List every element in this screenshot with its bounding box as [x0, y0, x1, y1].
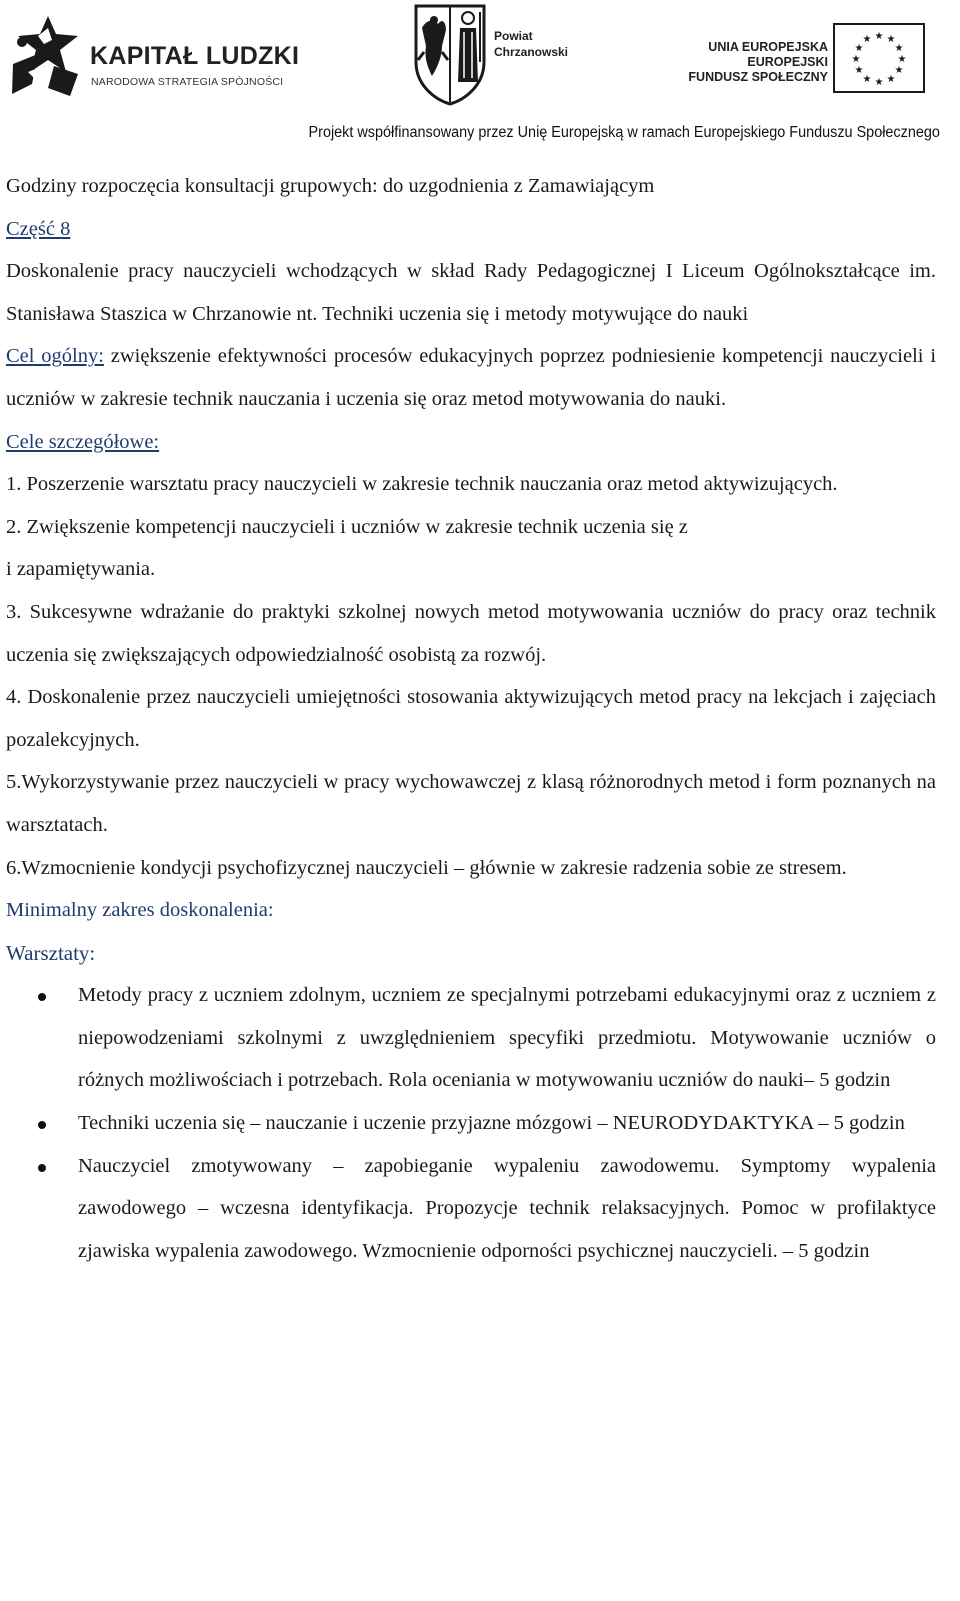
general-goal [6, 335, 936, 420]
goal-item: 6.Wzmocnienie kondycji psychofizycznej nauczycieli – głównie w zakresie radzenia sobie ze stresem. [6, 856, 847, 879]
goal-item: 1. Poszerzenie warsztatu pracy nauczycieli w zakresie technik nauczania oraz metod aktywizujących. [6, 473, 838, 496]
workshop-item [6, 1102, 936, 1145]
svg-text:★: ★ [854, 43, 864, 54]
eu-line-union: UNIA EUROPEJSKA [708, 40, 828, 54]
workshop-item-text: Techniki uczenia się – nauczanie i uczenie przyjazne mózgowi – NEURODYDAKTYKA – 5 godzin [78, 1112, 905, 1135]
kapital-ludzki-subtitle: NARODOWA STRATEGIA SPÓJNOŚCI [91, 76, 284, 88]
powiat-label: Powiat [494, 29, 533, 43]
bullet-icon [38, 1121, 46, 1129]
detailed-goals-heading: Cele szczegółowe: [6, 430, 160, 453]
workshops-heading: Warsztaty: [6, 940, 96, 965]
eu-line-fund: FUNDUSZ SPOŁECZNY [688, 70, 828, 84]
cofinancing-line: Projekt współfinansowany przez Unię Europejską w ramach Europejskiego Funduszu Społecznego [308, 124, 940, 141]
general-goal-text: zwiększenie efektywności procesów edukacyjnych poprzez podniesienie kompetencji nauczycieli i uczniów w zakresie technik nauczania i uczenia się oraz metod motywowania do nauki. [6, 345, 937, 410]
document-body [6, 165, 936, 1272]
document-header [0, 0, 960, 150]
eu-logo [668, 20, 928, 100]
powiat-chrzanowski-logo [412, 2, 572, 106]
goal-item: 4. Doskonalenie przez nauczycieli umiejętności stosowania aktywizujących metod pracy na lekcjach i zajęciach pozalekcyjnych. [6, 686, 936, 751]
goal-item-2 [6, 506, 936, 591]
hours-line: Godziny rozpoczęcia konsultacji grupowych: do uzgodnienia z Zamawiającym [6, 175, 655, 197]
workshop-item-text: Nauczyciel zmotywowany – zapobieganie wypaleniu zawodowemu. Symptomy wypalenia zawodowego – wczesna identyfikacja. Propozycje technik relaksacyjnych. Pomoc w profilaktyce zjawiska wypalenia zawodowego. Wzmocnienie odporności psychicznej nauczycieli. – 5 godzin [78, 1154, 936, 1262]
goal-2-line2: i zapamiętywania. [6, 558, 156, 581]
workshop-item [6, 974, 936, 1102]
powiat-crest-icon [412, 2, 488, 106]
min-scope-label: Minimalny zakres doskonalenia: [6, 899, 274, 922]
svg-text:★: ★ [854, 65, 864, 76]
goal-2-line1: 2. Zwiększenie kompetencji nauczycieli i uczniów w zakresie technik uczenia się z [6, 515, 688, 538]
eu-flag-icon [828, 20, 928, 96]
svg-text:★: ★ [874, 77, 884, 88]
kapital-ludzki-title: KAPITAŁ LUDZKI [90, 42, 300, 70]
bullet-icon [38, 993, 46, 1001]
powiat-name: Chrzanowski [494, 45, 569, 59]
goal-item: 3. Sukcesywne wdrażanie do praktyki szkolnej nowych metod motywowania uczniów do pracy oraz technik uczenia się zwiększających odpowiedzialność osobistą za rozwój. [6, 600, 936, 666]
part-title: Doskonalenie pracy nauczycieli wchodzących w skład Rady Pedagogicznej I Liceum Ogólnokształcące im. Stanisława Staszica w Chrzanowie nt. Techniki uczenia się i metody motywujące do nauki [6, 260, 936, 325]
svg-text:★: ★ [862, 34, 872, 45]
svg-text:★: ★ [886, 74, 896, 85]
eu-line-european: EUROPEJSKI [747, 55, 828, 69]
svg-text:★: ★ [886, 34, 896, 45]
bullet-icon [38, 1164, 46, 1172]
part-heading: Część 8 [6, 217, 71, 240]
kapital-ludzki-emblem-icon [8, 14, 83, 98]
workshops-list [6, 974, 936, 1272]
workshop-item-text: Metody pracy z uczniem zdolnym, uczniem ze specjalnymi potrzebami edukacyjnymi oraz z uczniem z niepowodzeniami szkolnymi z uwzględnieniem specyfiki przedmiotu. Motywowanie uczniów o różnych możliwościach i potrzebach. Rola oceniania w motywowaniu uczniów do nauki– 5 godzin [78, 984, 936, 1092]
general-goal-label: Cel ogólny: [6, 345, 104, 368]
svg-text:★: ★ [894, 43, 904, 54]
workshop-item [6, 1145, 936, 1273]
svg-text:★: ★ [874, 31, 884, 42]
svg-text:★: ★ [894, 65, 904, 76]
svg-text:★: ★ [897, 54, 907, 65]
svg-text:★: ★ [851, 54, 861, 65]
svg-text:★: ★ [862, 74, 872, 85]
goal-item: 5.Wykorzystywanie przez nauczycieli w pracy wychowawczej z klasą różnorodnych metod i form poznanych na warsztatach. [6, 771, 936, 836]
kapital-ludzki-logo [8, 14, 300, 98]
